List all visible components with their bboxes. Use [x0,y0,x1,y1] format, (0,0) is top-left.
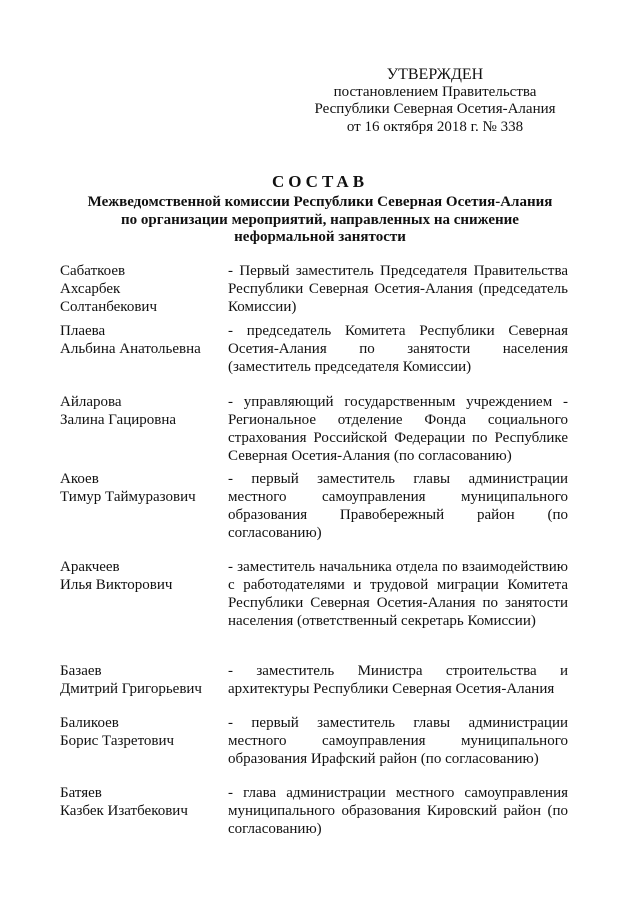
member-name-line: Базаев [60,663,102,679]
approval-line-2: Республики Северная Осетия-Алания [314,101,556,117]
approval-line-3: от 16 октября 2018 г. № 338 [346,118,524,135]
member-name [60,714,220,750]
member-name-line: Баликоев [60,715,119,731]
member-name-line: Казбек Изатбекович [60,803,188,819]
member-name-line: Аракчеев [60,559,120,575]
document-title: СОСТАВ [271,172,369,191]
member-role: - председатель Комитета Республики Северная Осетия-Алания по занятости населения (заместитель председателя Комиссии) [228,323,568,375]
member-name-line: Борис Тазретович [60,733,175,749]
member-name [60,470,220,506]
approval-line-1: постановлением Правительства [333,83,537,100]
member-name-line: Акоев [60,471,99,487]
member-name [60,322,220,358]
member-name-line: Илья Викторович [60,577,173,593]
member-role: - глава администрации местного самоуправления муниципального образования Кировский район (по согласованию) [228,785,568,837]
member-name [60,558,220,594]
member-name [60,393,220,429]
heading-line-3: неформальной занятости [234,229,406,245]
member-role: - заместитель Министра строительства и архитектуры Республики Северная Осетия-Алания [228,663,568,697]
member-name-line: Солтанбекович [60,299,157,315]
member-name-line: Ахсарбек [60,281,121,297]
member-name [60,262,220,316]
member-role: - первый заместитель главы администрации местного самоуправления муниципального образования Ирафский район (по согласованию) [228,715,568,767]
member-role: - управляющий государственным учреждением - Региональное отделение Фонда социального страхования Российской Федерации по Республике Северная Осетия-Алания (по согласованию) [228,394,568,464]
member-name-line: Дмитрий Григорьевич [60,681,202,697]
member-role: - Первый заместитель Председателя Правительства Республики Северная Осетия-Алания (председатель Комиссии) [228,263,568,315]
heading-line-2: по организации мероприятий, направленных на снижение [121,211,519,228]
member-name-line: Плаева [60,323,106,339]
member-name-line: Залина Гацировна [60,412,177,428]
member-role: - заместитель начальника отдела по взаимодействию с работодателями и трудовой миграции Комитета Республики Северная Осетия-Алания по занятости населения (ответственный секретарь Комиссии) [228,559,568,629]
member-name [60,784,220,820]
member-name-line: Альбина Анатольевна [60,341,201,357]
member-name [60,662,220,698]
member-name-line: Тимур Таймуразович [60,489,196,505]
member-name-line: Айларова [60,394,122,410]
heading-line-1: Межведомственной комиссии Республики Северная Осетия-Алания [87,194,553,210]
approval-title: УТВЕРЖДЕН [386,66,484,83]
member-name-line: Батяев [60,785,102,801]
member-name-line: Сабаткоев [60,263,126,279]
member-role: - первый заместитель главы администрации местного самоуправления муниципального образования Правобережный район (по согласованию) [228,471,568,541]
